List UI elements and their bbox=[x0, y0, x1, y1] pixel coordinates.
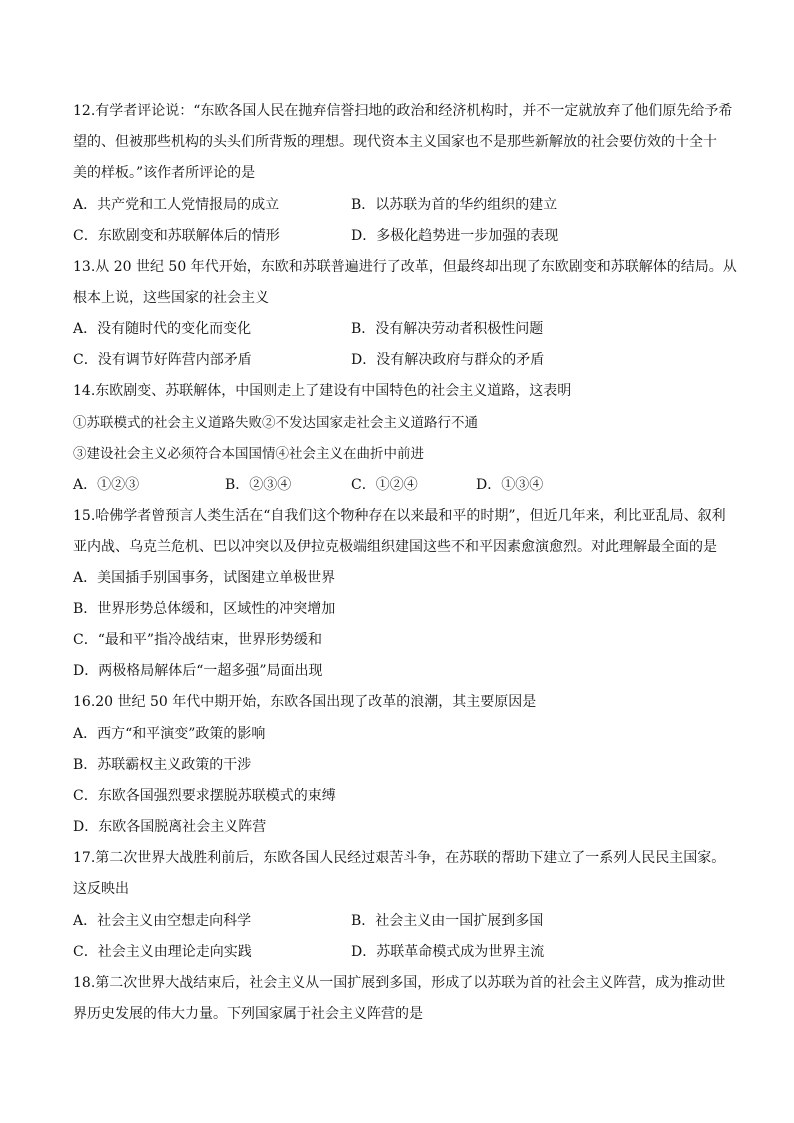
q16-option-d[interactable]: D．东欧各国脱离社会主义阵营 bbox=[73, 819, 267, 835]
q12-option-a[interactable]: A．共产党和工人党情报局的成立 bbox=[73, 197, 280, 213]
q13-option-c[interactable]: C．没有调节好阵营内部矛盾 bbox=[73, 352, 252, 368]
q12-option-b[interactable]: B．以苏联为首的华约组织的建立 bbox=[351, 197, 558, 213]
q16-option-b[interactable]: B．苏联霸权主义政策的干涉 bbox=[73, 757, 252, 773]
q14-stem-line-1: 14.东欧剧变、苏联解体，中国则走上了建设有中国特色的社会主义道路，这表明 bbox=[73, 383, 572, 399]
q14-item-line-1: ①苏联模式的社会主义道路失败②不发达国家走社会主义道路行不通 bbox=[73, 415, 478, 431]
q17-stem-line-1: 17.第二次世界大战胜利前后，东欧各国人民经过艰苦斗争，在苏联的帮助下建立了一系列人民民主国家。 bbox=[73, 850, 726, 866]
q13-stem-line-1: 13.从 20 世纪 50 年代开始，东欧和苏联普遍进行了改革，但最终却出现了东欧剧变和苏联解体的结局。从 bbox=[73, 259, 737, 275]
q16-stem-line-1: 16.20 世纪 50 年代中期开始，东欧各国出现了改革的浪潮，其主要原因是 bbox=[73, 694, 537, 710]
q18-stem-line-2: 界历史发展的伟大力量。下列国家属于社会主义阵营的是 bbox=[73, 1006, 423, 1022]
q13-option-d[interactable]: D．没有解决政府与群众的矛盾 bbox=[351, 352, 545, 368]
q15-option-a[interactable]: A．美国插手别国事务，试图建立单极世界 bbox=[73, 570, 336, 586]
q15-stem-line-1: 15.哈佛学者曾预言人类生活在“自我们这个物种存在以来最和平的时期”，但近几年来，利比亚乱局、叙利 bbox=[73, 508, 726, 524]
q17-option-b[interactable]: B．社会主义由一国扩展到多国 bbox=[351, 913, 544, 929]
q12-stem-line-1: 12.有学者评论说：“东欧各国人民在抛弃信誉扫地的政治和经济机构时，并不一定就放弃了他们原先给予希 bbox=[73, 103, 733, 119]
q13-option-b[interactable]: B．没有解决劳动者积极性问题 bbox=[351, 321, 544, 337]
q12-stem-line-3: 美的样板。”该作者所评论的是 bbox=[73, 165, 256, 181]
q15-stem-line-2: 亚内战、乌克兰危机、巴以冲突以及伊拉克极端组织建国这些不和平因素愈演愈烈。对此理解最全面的是 bbox=[73, 539, 717, 555]
q14-item-line-2: ③建设社会主义必须符合本国国情④社会主义在曲折中前进 bbox=[73, 446, 424, 462]
q18-stem-line-1: 18.第二次世界大战结束后，社会主义从一国扩展到多国，形成了以苏联为首的社会主义阵营，成为推动世 bbox=[73, 975, 726, 991]
q12-stem-line-2: 望的、但被那些机构的头头们所背叛的理想。现代资本主义国家也不是那些新解放的社会要仿效的十全十 bbox=[73, 134, 717, 150]
q15-option-b[interactable]: B．世界形势总体缓和，区域性的冲突增加 bbox=[73, 601, 336, 617]
q16-option-a[interactable]: A．西方“和平演变”政策的影响 bbox=[73, 726, 266, 742]
q14-option-b[interactable]: B．②③④ bbox=[225, 477, 292, 493]
q12-option-d[interactable]: D．多极化趋势进一步加强的表现 bbox=[351, 228, 559, 244]
q15-option-c[interactable]: C．“最和平”指冷战结束，世界形势缓和 bbox=[73, 632, 323, 648]
q14-option-d[interactable]: D．①③④ bbox=[476, 477, 544, 493]
q16-option-c[interactable]: C．东欧各国强烈要求摆脱苏联模式的束缚 bbox=[73, 788, 336, 804]
q15-option-d[interactable]: D．两极格局解体后“一超多强”局面出现 bbox=[73, 663, 323, 679]
q17-stem-line-2: 这反映出 bbox=[73, 881, 129, 897]
q13-stem-line-2: 根本上说，这些国家的社会主义 bbox=[73, 290, 269, 306]
q12-option-c[interactable]: C．东欧剧变和苏联解体后的情形 bbox=[73, 228, 280, 244]
q13-option-a[interactable]: A．没有随时代的变化而变化 bbox=[73, 321, 252, 337]
q14-option-c[interactable]: C．①②④ bbox=[351, 477, 418, 493]
q17-option-d[interactable]: D．苏联革命模式成为世界主流 bbox=[351, 944, 545, 960]
q14-option-a[interactable]: A．①②③ bbox=[73, 477, 140, 493]
q17-option-c[interactable]: C．社会主义由理论走向实践 bbox=[73, 944, 252, 960]
q17-option-a[interactable]: A．社会主义由空想走向科学 bbox=[73, 913, 252, 929]
